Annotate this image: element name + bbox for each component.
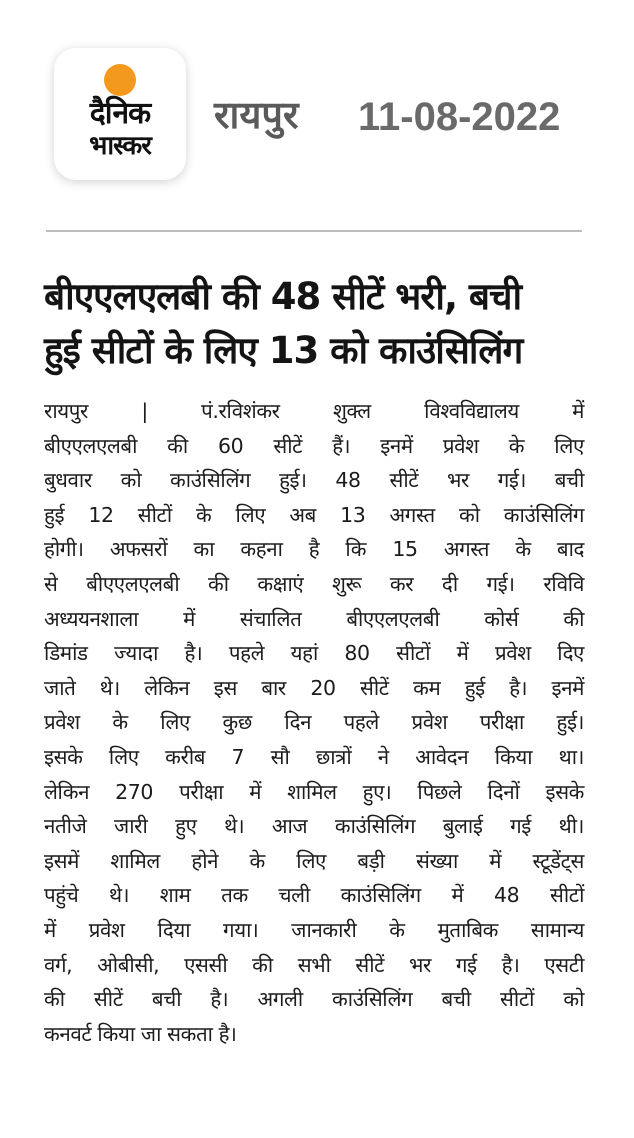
body-line: लेकिन 270 परीक्षा में शामिल हुए। पिछले दिनों इसके [44, 779, 584, 804]
body-line: नतीजे जारी हुए थे। आज काउंसिलिंग बुलाई गई थी। [44, 814, 584, 839]
body-line: डिमांड ज्यादा है। पहले यहां 80 सीटों में प्रवेश दिए [44, 641, 584, 666]
body-line: कनवर्ट किया जा सकता है। [44, 1021, 237, 1046]
logo-sun-dot [104, 64, 136, 96]
body-line: होगी। अफसरों का कहना है कि 15 अगस्त के बाद [44, 537, 584, 562]
headline-line: हुई सीटों के लिए 13 को काउंसिलिंग [44, 329, 523, 372]
header-divider [46, 230, 582, 232]
body-line: की सीटें बची है। अगली काउंसिलिंग बची सीटों को [44, 987, 584, 1012]
body-line: प्रवेश के लिए कुछ दिन पहले प्रवेश परीक्षा हुई। [44, 710, 584, 735]
body-line: में प्रवेश दिया गया। जानकारी के मुताबिक सामान्य [44, 917, 584, 942]
headline-line: बीएएलएलबी की 48 सीटें भरी, बची [44, 275, 522, 318]
body-line: इसमें शामिल होने के लिए बड़ी संख्या में स्टूडेंट्स [44, 848, 584, 873]
body-line: अध्ययनशाला में संचालित बीएएलएलबी कोर्स की [44, 606, 584, 631]
body-line: बीएएलएलबी की 60 सीटें हैं। इनमें प्रवेश के लिए [44, 433, 584, 458]
logo-text-line1: दैनिक [89, 96, 151, 131]
body-line: इसके लिए करीब 7 सौ छात्रों ने आवेदन किया था। [44, 744, 584, 769]
body-line: रायपुर | पं.रविशंकर शुक्ल विश्वविद्यालय में [44, 399, 584, 423]
article-body [44, 394, 584, 1051]
edition-city: रायपुर [214, 93, 299, 137]
body-line: पहुंचे थे। शाम तक चली काउंसिलिंग में 48 सीटों [44, 883, 584, 908]
body-line: जाते थे। लेकिन इस बार 20 सीटें कम हुई है। इनमें [44, 675, 584, 700]
article-headline [44, 270, 590, 378]
body-line: हुई 12 सीटों के लिए अब 13 अगस्त को काउंसिलिंग [44, 502, 584, 527]
logo-text-line2: भास्कर [89, 131, 151, 161]
body-line: वर्ग, ओबीसी, एससी की सभी सीटें भर गई है। एसटी [44, 952, 584, 977]
dainik-bhaskar-logo [54, 48, 186, 180]
edition-date: 11-08-2022 [358, 95, 561, 139]
body-line: बुधवार को काउंसिलिंग हुई। 48 सीटें भर गई। बची [44, 468, 584, 493]
body-line: से बीएएलएलबी की कक्षाएं शुरू कर दी गई। रविवि [44, 571, 584, 596]
